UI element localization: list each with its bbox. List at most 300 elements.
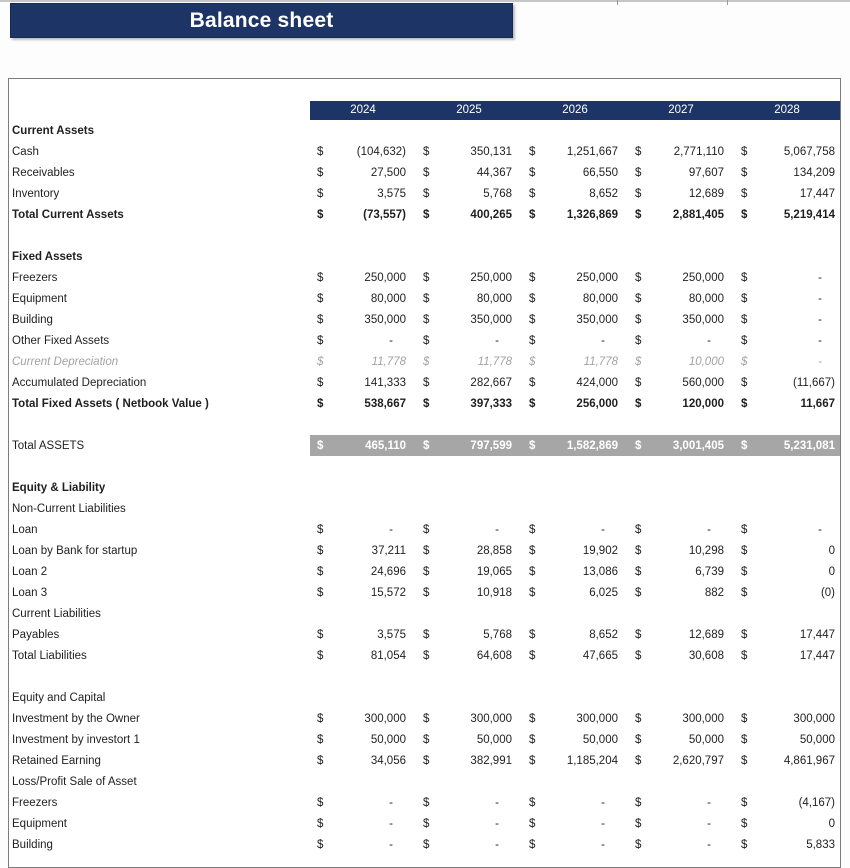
cell-cash-2026[interactable] [522, 141, 628, 162]
cell-value: 300,000 [576, 712, 618, 725]
cell-value: 5,219,414 [783, 208, 835, 221]
row-values [310, 666, 840, 687]
cell-value: 44,367 [476, 166, 512, 179]
cell-value: 30,608 [688, 649, 724, 662]
row-label[interactable]: Equity & Liability [12, 481, 106, 494]
currency-symbol: $ [423, 712, 430, 725]
cell-value: - [818, 292, 822, 305]
currency-symbol: $ [741, 838, 748, 851]
row-label[interactable]: Current Depreciation [12, 355, 119, 368]
cell-total-current-assets-2028[interactable] [734, 204, 840, 225]
cell-receivables-2024[interactable] [310, 162, 416, 183]
cell-loan-2-2026[interactable] [522, 561, 628, 582]
row-values [310, 561, 840, 582]
cell-value: 6,025 [589, 586, 618, 599]
currency-symbol: $ [635, 334, 642, 347]
cell-total-assets-2027[interactable] [628, 435, 734, 456]
cell-value: 282,667 [470, 376, 512, 389]
currency-symbol: $ [741, 145, 748, 158]
cell-building-2024[interactable] [310, 309, 416, 330]
row-label[interactable]: Retained Earning [12, 754, 101, 767]
cell-value: 19,065 [476, 565, 512, 578]
cell-value: 1,185,204 [566, 754, 618, 767]
currency-symbol: $ [529, 544, 536, 557]
cell-other-fixed-assets-2024[interactable] [310, 330, 416, 351]
cell-freezers-2024[interactable] [310, 267, 416, 288]
cell-value: - [601, 838, 605, 851]
cell-equipment-2024[interactable] [310, 813, 416, 834]
cell-building-2026[interactable] [522, 309, 628, 330]
cell-cash-2028[interactable] [734, 141, 840, 162]
row-label[interactable]: Loan 2 [12, 565, 48, 578]
row-values [310, 813, 840, 834]
row-label[interactable] [9, 776, 310, 788]
currency-symbol: $ [741, 565, 748, 578]
cell-value: 350,000 [364, 313, 406, 326]
cell-value: - [601, 523, 605, 536]
cell-accumulated-depreciation-2027[interactable] [628, 372, 734, 393]
cell-other-fixed-assets-2028[interactable] [734, 330, 840, 351]
cell-freezers-2025[interactable] [416, 267, 522, 288]
cell-total-fixed-assets-netbook-value-2025[interactable] [416, 393, 522, 414]
cell-freezers-2028[interactable] [734, 792, 840, 813]
cell-value: 3,575 [377, 628, 406, 641]
year-column-header-2025[interactable]: 2025 [456, 104, 482, 116]
cell-equipment-2026[interactable] [522, 813, 628, 834]
cell-inventory-2025[interactable] [416, 183, 522, 204]
cell-equipment-2028[interactable] [734, 288, 840, 309]
currency-symbol: $ [317, 313, 324, 326]
row-values [310, 351, 840, 372]
cell-value: - [818, 271, 822, 284]
cell-total-current-assets-2024[interactable] [310, 204, 416, 225]
cell-value: 300,000 [470, 712, 512, 725]
cell-value: 250,000 [576, 271, 618, 284]
cell-value: - [818, 355, 822, 368]
row-label[interactable]: Investment by investort 1 [12, 733, 140, 746]
cell-current-depreciation-2024[interactable] [310, 351, 416, 372]
cell-value: - [389, 523, 393, 536]
cell-total-current-assets-2025[interactable] [416, 204, 522, 225]
currency-symbol: $ [317, 817, 324, 830]
cell-loan-2028[interactable] [734, 519, 840, 540]
currency-symbol: $ [423, 628, 430, 641]
cell-loan-2025[interactable] [416, 519, 522, 540]
currency-symbol: $ [317, 733, 324, 746]
currency-symbol: $ [423, 334, 430, 347]
cell-inventory-2028[interactable] [734, 183, 840, 204]
cell-value: 80,000 [370, 292, 406, 305]
currency-symbol: $ [635, 796, 642, 809]
cell-investment-by-investort-1-2026[interactable] [522, 729, 628, 750]
cell-value: 37,211 [371, 544, 406, 557]
row-label[interactable]: Total Fixed Assets ( Netbook Value ) [12, 397, 209, 410]
cell-investment-by-investort-1-2025[interactable] [416, 729, 522, 750]
balance-sheet-table [8, 78, 841, 868]
currency-symbol: $ [423, 292, 430, 305]
currency-symbol: $ [529, 586, 536, 599]
row-label[interactable]: Loan by Bank for startup [12, 544, 138, 557]
currency-symbol: $ [529, 187, 536, 200]
cell-value: 11,778 [583, 355, 618, 368]
row-equity-liability [9, 477, 840, 498]
cell-investment-by-the-owner-2024[interactable] [310, 708, 416, 729]
year-column-header-2028[interactable]: 2028 [774, 104, 800, 116]
row-values [310, 456, 840, 477]
cell-value: 350,000 [682, 313, 724, 326]
cell-current-depreciation-2028[interactable] [734, 351, 840, 372]
cell-loan-3-2024[interactable] [310, 582, 416, 603]
cell-investment-by-the-owner-2028[interactable] [734, 708, 840, 729]
row-receivables [9, 162, 840, 183]
row-label[interactable]: Cash [12, 145, 39, 158]
cell-value: 300,000 [364, 712, 406, 725]
cell-retained-earning-2024[interactable] [310, 750, 416, 771]
row-freezers [9, 792, 840, 813]
currency-symbol: $ [317, 376, 324, 389]
currency-symbol: $ [423, 187, 430, 200]
row-values [310, 792, 840, 813]
cell-receivables-2026[interactable] [522, 162, 628, 183]
cell-total-liabilities-2026[interactable] [522, 645, 628, 666]
row-label[interactable]: Loan 3 [12, 586, 48, 599]
cell-total-current-assets-2027[interactable] [628, 204, 734, 225]
cell-value: 97,607 [688, 166, 724, 179]
cell-loan-3-2025[interactable] [416, 582, 522, 603]
row-label[interactable]: Accumulated Depreciation [12, 376, 147, 389]
year-column-header-2024[interactable]: 2024 [350, 104, 376, 116]
row-label[interactable]: Inventory [12, 187, 60, 200]
cell-building-2027[interactable] [628, 834, 734, 855]
cell-loan-by-bank-for-startup-2025[interactable] [416, 540, 522, 561]
cell-loan-2027[interactable] [628, 519, 734, 540]
row-building [9, 309, 840, 330]
row-cash [9, 141, 840, 162]
cell-payables-2028[interactable] [734, 624, 840, 645]
currency-symbol: $ [635, 544, 642, 557]
row-label[interactable]: Other Fixed Assets [12, 334, 110, 347]
cell-accumulated-depreciation-2026[interactable] [522, 372, 628, 393]
row-accumulated-depreciation [9, 372, 840, 393]
cell-freezers-2024[interactable] [310, 792, 416, 813]
cell-value: 400,265 [470, 208, 512, 221]
currency-symbol: $ [635, 166, 642, 179]
row-label[interactable]: Payables [12, 628, 60, 641]
cell-loan-2-2028[interactable] [734, 561, 840, 582]
cell-value: 10,298 [688, 544, 724, 557]
cell-value: - [389, 817, 393, 830]
cell-value: 4,861,967 [783, 754, 835, 767]
currency-symbol: $ [529, 376, 536, 389]
cell-value: 882 [704, 586, 724, 599]
cell-value: 5,231,081 [783, 439, 835, 452]
cell-loan-2-2025[interactable] [416, 561, 522, 582]
row-fixed-assets [9, 246, 840, 267]
cell-receivables-2028[interactable] [734, 162, 840, 183]
subheader-text: Current Liabilities [12, 608, 107, 620]
cell-value: - [495, 817, 499, 830]
cell-investment-by-investort-1-2024[interactable] [310, 729, 416, 750]
cell-equipment-2027[interactable] [628, 813, 734, 834]
row-label[interactable]: Equipment [12, 292, 67, 305]
top-gridline [0, 0, 850, 2]
row-values [310, 120, 840, 141]
currency-symbol: $ [423, 439, 430, 452]
cell-equipment-2024[interactable] [310, 288, 416, 309]
currency-symbol: $ [529, 292, 536, 305]
cell-total-fixed-assets-netbook-value-2027[interactable] [628, 393, 734, 414]
cell-loan-2-2024[interactable] [310, 561, 416, 582]
currency-symbol: $ [317, 754, 324, 767]
row-blank-14 [9, 414, 840, 435]
cell-accumulated-depreciation-2024[interactable] [310, 372, 416, 393]
cell-value: 19,902 [582, 544, 618, 557]
cell-investment-by-the-owner-2027[interactable] [628, 708, 734, 729]
cell-total-assets-2024[interactable] [310, 435, 416, 456]
currency-symbol: $ [635, 628, 642, 641]
row-values [310, 540, 840, 561]
cell-loan-by-bank-for-startup-2024[interactable] [310, 540, 416, 561]
cell-building-2025[interactable] [416, 309, 522, 330]
cell-freezers-2028[interactable] [734, 267, 840, 288]
currency-symbol: $ [423, 838, 430, 851]
row-label[interactable]: Freezers [12, 796, 58, 809]
cell-equipment-2027[interactable] [628, 288, 734, 309]
cell-freezers-2026[interactable] [522, 267, 628, 288]
cell-value: 8,652 [589, 187, 618, 200]
currency-symbol: $ [529, 754, 536, 767]
currency-symbol: $ [529, 397, 536, 410]
currency-symbol: $ [317, 397, 324, 410]
cell-other-fixed-assets-2025[interactable] [416, 330, 522, 351]
cell-freezers-2025[interactable] [416, 792, 522, 813]
cell-cash-2025[interactable] [416, 141, 522, 162]
cell-current-depreciation-2027[interactable] [628, 351, 734, 372]
row-label[interactable]: Loan [12, 523, 38, 536]
row-label[interactable]: Total Liabilities [12, 649, 87, 662]
cell-inventory-2024[interactable] [310, 183, 416, 204]
cell-value: (0) [820, 586, 835, 599]
cell-total-liabilities-2027[interactable] [628, 645, 734, 666]
cell-loan-by-bank-for-startup-2028[interactable] [734, 540, 840, 561]
cell-retained-earning-2026[interactable] [522, 750, 628, 771]
cell-inventory-2026[interactable] [522, 183, 628, 204]
row-retained-earning [9, 750, 840, 771]
currency-symbol: $ [635, 439, 642, 452]
row-label[interactable] [9, 692, 310, 704]
row-values [310, 645, 840, 666]
cell-building-2024[interactable] [310, 834, 416, 855]
row-loan [9, 519, 840, 540]
cell-investment-by-investort-1-2028[interactable] [734, 729, 840, 750]
cell-payables-2026[interactable] [522, 624, 628, 645]
currency-symbol: $ [529, 523, 536, 536]
cell-inventory-2027[interactable] [628, 183, 734, 204]
cell-value: 2,771,110 [673, 145, 724, 158]
cell-loan-2-2027[interactable] [628, 561, 734, 582]
currency-symbol: $ [529, 838, 536, 851]
row-values [310, 750, 840, 771]
column-gridline-tick [617, 0, 618, 5]
cell-receivables-2027[interactable] [628, 162, 734, 183]
currency-symbol: $ [741, 796, 748, 809]
currency-symbol: $ [741, 397, 748, 410]
cell-value: 50,000 [476, 733, 512, 746]
cell-building-2027[interactable] [628, 309, 734, 330]
cell-value: - [495, 523, 499, 536]
cell-retained-earning-2028[interactable] [734, 750, 840, 771]
cell-total-assets-2025[interactable] [416, 435, 522, 456]
cell-cash-2027[interactable] [628, 141, 734, 162]
cell-value: - [495, 334, 499, 347]
currency-symbol: $ [317, 187, 324, 200]
cell-value: 1,326,869 [566, 208, 618, 221]
year-column-header-2027[interactable]: 2027 [668, 104, 694, 116]
row-label[interactable]: Fixed Assets [12, 250, 83, 263]
cell-total-liabilities-2028[interactable] [734, 645, 840, 666]
currency-symbol: $ [423, 565, 430, 578]
currency-symbol: $ [635, 733, 642, 746]
row-equipment [9, 288, 840, 309]
cell-building-2028[interactable] [734, 309, 840, 330]
currency-symbol: $ [635, 523, 642, 536]
cell-value: 47,665 [582, 649, 618, 662]
row-values [310, 162, 840, 183]
currency-symbol: $ [635, 187, 642, 200]
cell-value: 81,054 [370, 649, 406, 662]
row-values [310, 309, 840, 330]
currency-symbol: $ [741, 817, 748, 830]
cell-value: - [818, 523, 822, 536]
cell-investment-by-investort-1-2027[interactable] [628, 729, 734, 750]
row-label[interactable]: Total Current Assets [12, 208, 124, 221]
cell-total-fixed-assets-netbook-value-2026[interactable] [522, 393, 628, 414]
cell-value: 1,582,869 [566, 439, 618, 452]
currency-symbol: $ [423, 313, 430, 326]
currency-symbol: $ [635, 649, 642, 662]
cell-total-assets-2026[interactable] [522, 435, 628, 456]
currency-symbol: $ [317, 271, 324, 284]
row-label[interactable]: Receivables [12, 166, 75, 179]
cell-other-fixed-assets-2027[interactable] [628, 330, 734, 351]
currency-symbol: $ [635, 292, 642, 305]
cell-value: 0 [828, 817, 835, 830]
cell-building-2028[interactable] [734, 834, 840, 855]
cell-loan-2024[interactable] [310, 519, 416, 540]
cell-freezers-2026[interactable] [522, 792, 628, 813]
cell-loan-3-2026[interactable] [522, 582, 628, 603]
cell-loan-by-bank-for-startup-2027[interactable] [628, 540, 734, 561]
row-label[interactable]: Investment by the Owner [12, 712, 140, 725]
cell-value: 50,000 [688, 733, 724, 746]
cell-equipment-2028[interactable] [734, 813, 840, 834]
row-loan-by-bank-for-startup [9, 540, 840, 561]
cell-cash-2024[interactable] [310, 141, 416, 162]
cell-payables-2025[interactable] [416, 624, 522, 645]
row-loan-2 [9, 561, 840, 582]
cell-building-2025[interactable] [416, 834, 522, 855]
cell-building-2026[interactable] [522, 834, 628, 855]
cell-loan-3-2027[interactable] [628, 582, 734, 603]
currency-symbol: $ [741, 523, 748, 536]
subheader-text: Equity and Capital [12, 692, 111, 704]
year-column-header-2026[interactable]: 2026 [562, 104, 588, 116]
cell-value: - [707, 817, 711, 830]
cell-current-depreciation-2025[interactable] [416, 351, 522, 372]
cell-freezers-2027[interactable] [628, 792, 734, 813]
cell-equipment-2025[interactable] [416, 288, 522, 309]
sheet-body [9, 120, 840, 855]
cell-receivables-2025[interactable] [416, 162, 522, 183]
currency-symbol: $ [741, 712, 748, 725]
currency-symbol: $ [423, 355, 430, 368]
cell-value: - [389, 838, 393, 851]
cell-current-depreciation-2026[interactable] [522, 351, 628, 372]
cell-loan-2026[interactable] [522, 519, 628, 540]
row-label[interactable] [9, 503, 310, 515]
cell-investment-by-the-owner-2025[interactable] [416, 708, 522, 729]
cell-other-fixed-assets-2026[interactable] [522, 330, 628, 351]
currency-symbol: $ [529, 271, 536, 284]
cell-loan-by-bank-for-startup-2026[interactable] [522, 540, 628, 561]
row-values [310, 687, 840, 708]
cell-total-assets-2028[interactable] [734, 435, 840, 456]
row-label[interactable]: Total ASSETS [12, 439, 85, 452]
cell-value: 12,689 [688, 187, 724, 200]
cell-total-fixed-assets-netbook-value-2028[interactable] [734, 393, 840, 414]
row-values [310, 204, 840, 225]
cell-freezers-2027[interactable] [628, 267, 734, 288]
row-blank-5 [9, 225, 840, 246]
currency-symbol: $ [423, 208, 430, 221]
cell-total-current-assets-2026[interactable] [522, 204, 628, 225]
cell-loan-3-2028[interactable] [734, 582, 840, 603]
cell-total-liabilities-2024[interactable] [310, 645, 416, 666]
cell-value: - [601, 817, 605, 830]
cell-accumulated-depreciation-2025[interactable] [416, 372, 522, 393]
row-values [310, 141, 840, 162]
currency-symbol: $ [635, 313, 642, 326]
row-label[interactable] [9, 608, 310, 620]
currency-symbol: $ [529, 733, 536, 746]
cell-accumulated-depreciation-2028[interactable] [734, 372, 840, 393]
row-values [310, 330, 840, 351]
currency-symbol: $ [317, 208, 324, 221]
row-building [9, 834, 840, 855]
cell-value: 350,000 [470, 313, 512, 326]
cell-total-fixed-assets-netbook-value-2024[interactable] [310, 393, 416, 414]
row-loss-profit-sale-of-asset [9, 771, 840, 792]
cell-retained-earning-2025[interactable] [416, 750, 522, 771]
cell-total-liabilities-2025[interactable] [416, 645, 522, 666]
row-current-assets [9, 120, 840, 141]
cell-equipment-2025[interactable] [416, 813, 522, 834]
cell-equipment-2026[interactable] [522, 288, 628, 309]
currency-symbol: $ [529, 166, 536, 179]
currency-symbol: $ [635, 565, 642, 578]
row-label[interactable]: Equipment [12, 817, 67, 830]
cell-payables-2027[interactable] [628, 624, 734, 645]
cell-investment-by-the-owner-2026[interactable] [522, 708, 628, 729]
currency-symbol: $ [741, 271, 748, 284]
cell-payables-2024[interactable] [310, 624, 416, 645]
row-label[interactable]: Building [12, 838, 53, 851]
cell-retained-earning-2027[interactable] [628, 750, 734, 771]
row-label[interactable]: Freezers [12, 271, 58, 284]
row-label[interactable]: Current Assets [12, 124, 95, 137]
row-label[interactable]: Building [12, 313, 53, 326]
row-values [310, 414, 840, 435]
